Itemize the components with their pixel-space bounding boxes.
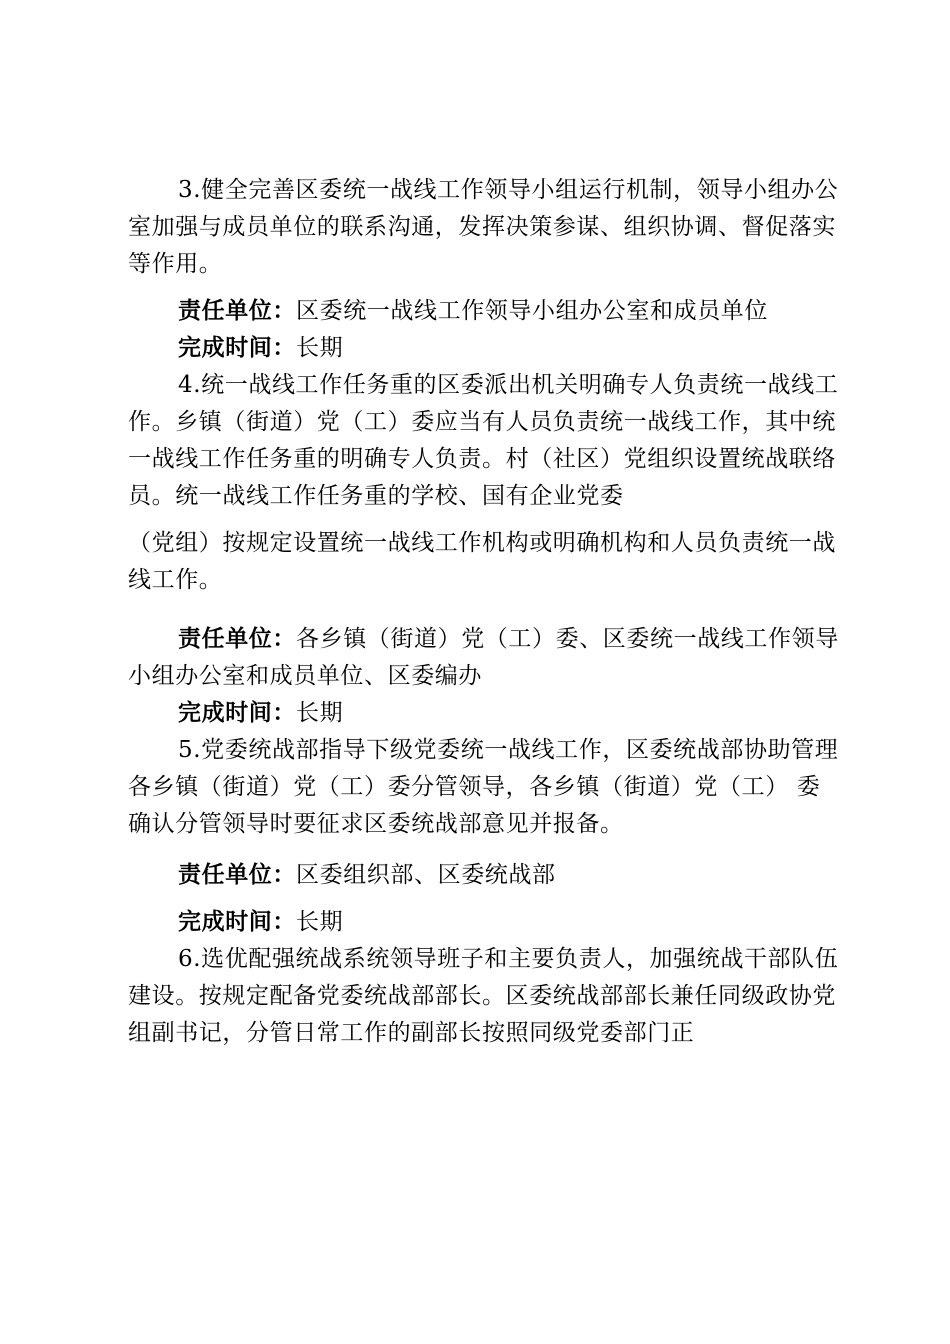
responsible-label: 责任单位：	[178, 862, 296, 888]
item-5-responsible	[128, 857, 840, 894]
item-3-text: 3.健全完善区委统一战线工作领导小组运行机制，领导小组办公室加强与成员单位的联系沟通，发挥决策参谋、组织协调、督促落实等作用。	[128, 177, 839, 277]
item-6-text: 6.选优配强统战系统领导班子和主要负责人，加强统战干部队伍建设。按规定配备党委统战部部长。区委统战部部长兼任同级政协党组副书记，分管日常工作的副部长按照同级党委部门正	[128, 946, 839, 1046]
deadline-label: 完成时间：	[178, 700, 296, 726]
spacer	[128, 843, 840, 857]
spacer	[128, 515, 840, 525]
deadline-value: 长期	[296, 335, 344, 361]
deadline-label: 完成时间：	[178, 335, 296, 361]
responsible-value: 各乡镇（街道）党（工）委、区委统一战线工作领导小组办公室和成员单位、区委编办	[128, 626, 839, 689]
spacer	[128, 599, 840, 621]
deadline-value: 长期	[296, 700, 344, 726]
item-4-text: 4.统一战线工作任务重的区委派出机关明确专人负责统一战线工作。乡镇（街道）党（工）委应当有人员负责统一战线工作，其中统一战线工作任务重的明确专人负责。村（社区）党组织设置统战联络员。统一战线工作任务重的学校、国有企业党委	[128, 372, 839, 509]
deadline-value: 长期	[296, 909, 344, 935]
deadline-label: 完成时间：	[178, 909, 296, 935]
responsible-value: 区委组织部、区委统战部	[296, 862, 556, 888]
spacer	[128, 283, 840, 293]
responsible-label: 责任单位：	[178, 626, 296, 652]
item-5-text: 5.党委统战部指导下级党委统一战线工作，区委统战部协助管理各乡镇（街道）党（工）委分管领导，各乡镇（街道）党（工） 委确认分管领导时要征求区委统战部意见并报备。	[128, 737, 839, 837]
item-4-deadline	[128, 695, 840, 732]
responsible-value: 区委统一战线工作领导小组办公室和成员单位	[296, 298, 768, 324]
spacer	[128, 894, 840, 904]
item-4-text-continued: （党组）按规定设置统一战线工作机构或明确机构和人员负责统一战线工作。	[128, 530, 836, 593]
item-3-responsible	[128, 293, 840, 330]
item-4-responsible	[128, 621, 840, 695]
item-3-deadline	[128, 330, 840, 367]
responsible-label: 责任单位：	[178, 298, 296, 324]
document-page	[128, 172, 840, 1052]
item-5-deadline	[128, 904, 840, 941]
